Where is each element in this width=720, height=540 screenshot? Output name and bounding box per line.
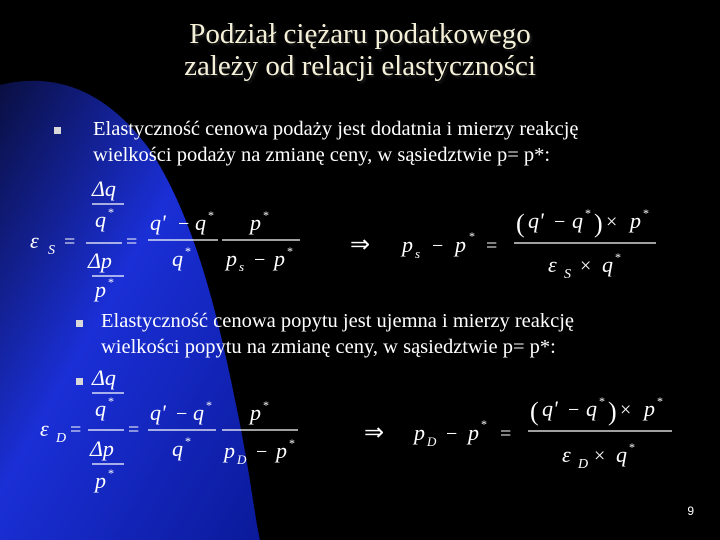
svg-text:): ) [594,209,603,238]
title-line-1: Podział ciężaru podatkowego [189,18,531,50]
svg-text:p: p [250,400,261,425]
svg-text:Δp: Δp [90,436,114,461]
svg-text:*: * [263,208,269,222]
svg-text:*: * [657,394,663,408]
svg-text:D: D [427,434,437,449]
supply-paragraph-line-2: wielkości podaży na zmianę ceny, w sąsiedztwie p= p*: [93,144,551,166]
svg-text:s: s [239,259,245,274]
svg-text:=: = [128,419,140,441]
svg-text:*: * [108,466,114,480]
svg-text:−: − [254,249,266,271]
svg-text:q': q' [150,210,166,235]
svg-text:−: − [178,213,190,235]
supply-elasticity-formula [30,176,656,302]
svg-text:×: × [580,255,592,277]
svg-text:*: * [629,440,635,454]
svg-text:*: * [585,206,591,220]
svg-text:q: q [572,208,583,233]
page-number: 9 [687,504,694,518]
svg-text:=: = [64,231,76,253]
demand-elasticity-formula [40,365,672,493]
svg-text:−: − [432,235,444,257]
svg-text:p: p [274,246,285,271]
svg-text:D: D [237,452,247,467]
svg-text:×: × [620,399,632,421]
svg-text:−: − [176,403,188,425]
svg-text:q: q [95,207,106,232]
svg-text:*: * [108,394,114,408]
svg-text:*: * [185,244,191,258]
svg-text:*: * [615,250,621,264]
svg-text:p: p [644,396,655,421]
svg-text:=: = [126,231,138,253]
svg-text:*: * [643,206,649,220]
svg-text:*: * [287,244,293,258]
svg-text:*: * [108,205,114,219]
svg-text:*: * [108,275,114,289]
demand-paragraph-line-2: wielkości popytu na zmianę ceny, w sąsiedztwie p= p*: [101,336,556,358]
svg-text:ε: ε [30,228,39,253]
svg-text:ε: ε [40,416,49,441]
svg-text:*: * [185,434,191,448]
svg-text:p: p [95,468,106,493]
svg-text:*: * [289,436,295,450]
svg-text:q': q' [542,396,558,421]
svg-text:q': q' [150,400,166,425]
svg-text:p: p [402,232,413,257]
svg-text:D: D [56,431,67,446]
svg-text:×: × [594,445,606,467]
svg-text:q: q [602,252,613,277]
svg-text:=: = [70,419,82,441]
svg-text:p: p [95,277,106,302]
svg-text:*: * [481,417,487,431]
title-line-2: zależy od relacji elastyczności [184,50,536,82]
svg-text:−: − [256,441,268,463]
svg-text:S: S [48,243,55,258]
svg-text:*: * [263,398,269,412]
svg-text:⇒: ⇒ [364,420,385,446]
svg-text:p: p [630,208,641,233]
svg-text:(: ( [516,209,525,238]
svg-text:q: q [616,442,627,467]
svg-text:Δp: Δp [88,248,112,273]
svg-text:q: q [172,436,183,461]
svg-text:=: = [486,235,498,257]
svg-text:*: * [208,208,214,222]
svg-text:(: ( [530,397,539,426]
svg-text:q: q [586,396,597,421]
svg-text:q: q [193,400,204,425]
svg-text:p: p [276,438,287,463]
svg-text:−: − [554,211,566,233]
svg-text:q: q [195,210,206,235]
svg-text:⇒: ⇒ [350,232,371,258]
demand-paragraph-line-1: Elastyczność cenowa popytu jest ujemna i mierzy reakcję [101,310,575,332]
svg-text:): ) [608,397,617,426]
svg-text:p: p [455,232,466,257]
svg-text:−: − [446,423,458,445]
svg-text:s: s [415,246,421,261]
svg-text:−: − [568,399,580,421]
svg-text:q: q [95,396,106,421]
svg-text:Δq: Δq [92,365,116,390]
svg-text:ε: ε [548,252,557,277]
svg-text:p: p [226,246,237,271]
svg-text:Δq: Δq [92,176,116,201]
svg-text:p: p [250,210,261,235]
svg-text:q': q' [528,208,544,233]
svg-text:=: = [500,423,512,445]
svg-text:*: * [599,394,605,408]
svg-text:S: S [564,267,571,282]
svg-text:*: * [206,398,212,412]
svg-text:×: × [606,211,618,233]
supply-paragraph-line-1: Elastyczność cenowa podaży jest dodatnia i mierzy reakcję [93,118,579,140]
svg-text:*: * [469,229,475,243]
svg-text:p: p [414,420,425,445]
svg-text:p: p [468,420,479,445]
svg-text:ε: ε [562,442,571,467]
svg-text:q: q [172,246,183,271]
svg-text:D: D [578,457,589,472]
svg-text:p: p [224,438,235,463]
